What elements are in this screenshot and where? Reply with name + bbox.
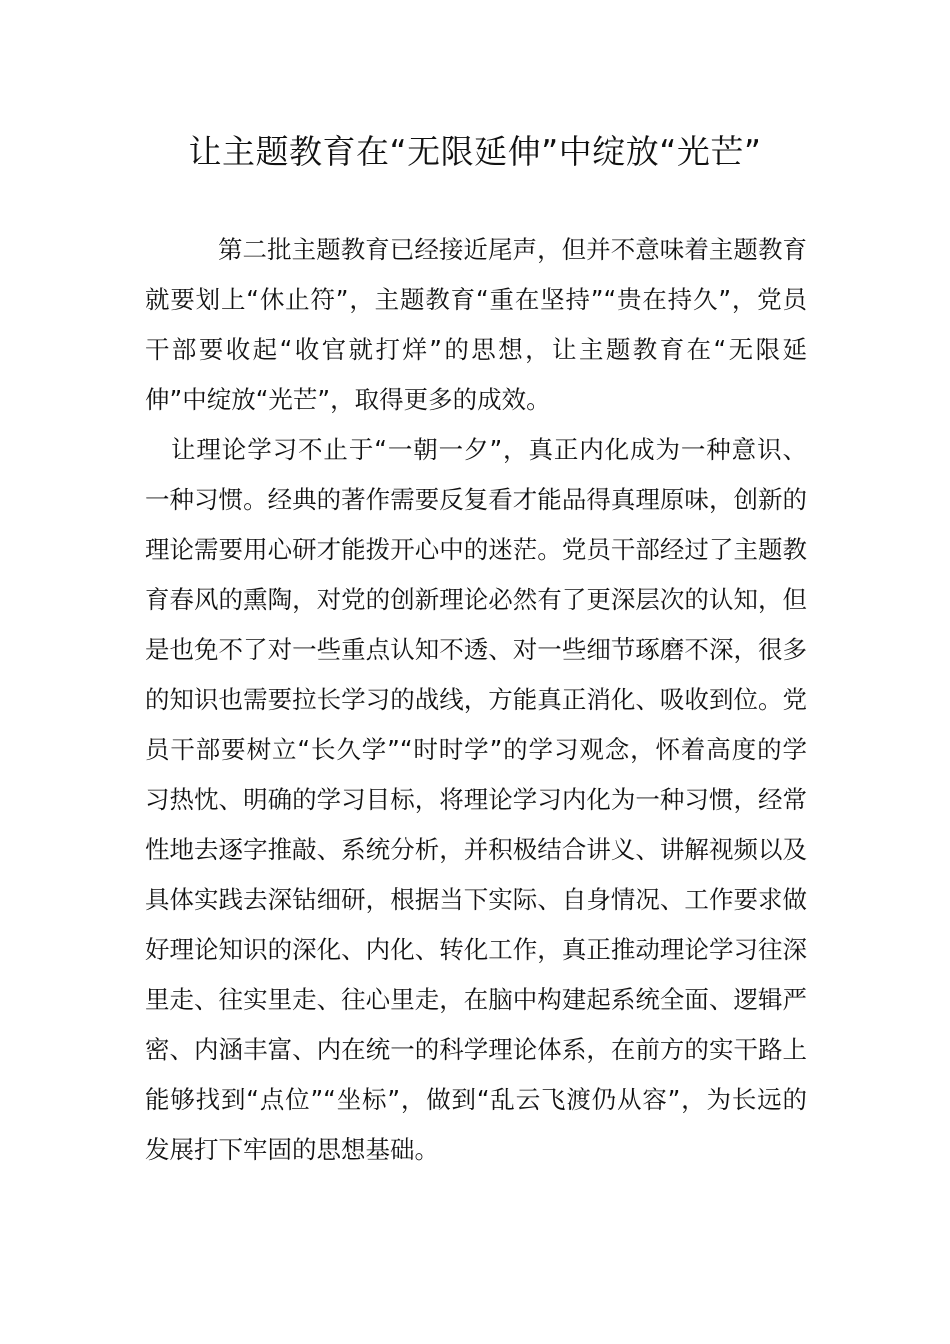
- document-title: 让主题教育在“无限延伸”中绽放“光芒”: [188, 132, 762, 171]
- document-body: [145, 225, 807, 1175]
- paragraph-intro: 第二批主题教育已经接近尾声，但并不意味着主题教育就要划上“休止符”，主题教育“重在坚持”“贵在持久”，党员干部要收起“收官就打烊”的思想，让主题教育在“无限延伸”中绽放“光芒”，取得更多的成效。: [145, 235, 807, 414]
- paragraph-theory-study: 让理论学习不止于“一朝一夕”，真正内化成为一种意识、一种习惯。经典的著作需要反复看才能品得真理原味，创新的理论需要用心研才能拨开心中的迷茫。党员干部经过了主题教育春风的熏陶，对党的创新理论必然有了更深层次的认知，但是也免不了对一些重点认知不透、对一些细节琢磨不深，很多的知识也需要拉长学习的战线，方能真正消化、吸收到位。党员干部要树立“长久学”“时时学”的学习观念，怀着高度的学习热忱、明确的学习目标，将理论学习内化为一种习惯，经常性地去逐字推敲、系统分析，并积极结合讲义、讲解视频以及具体实践去深钻细研，根据当下实际、自身情况、工作要求做好理论知识的深化、内化、转化工作，真正推动理论学习往深里走、往实里走、往心里走，在脑中构建起系统全面、逻辑严密、内涵丰富、内在统一的科学理论体系，在前方的实干路上能够找到“点位”“坐标”，做到“乱云飞渡仍从容”，为长远的发展打下牢固的思想基础。: [145, 435, 807, 1164]
